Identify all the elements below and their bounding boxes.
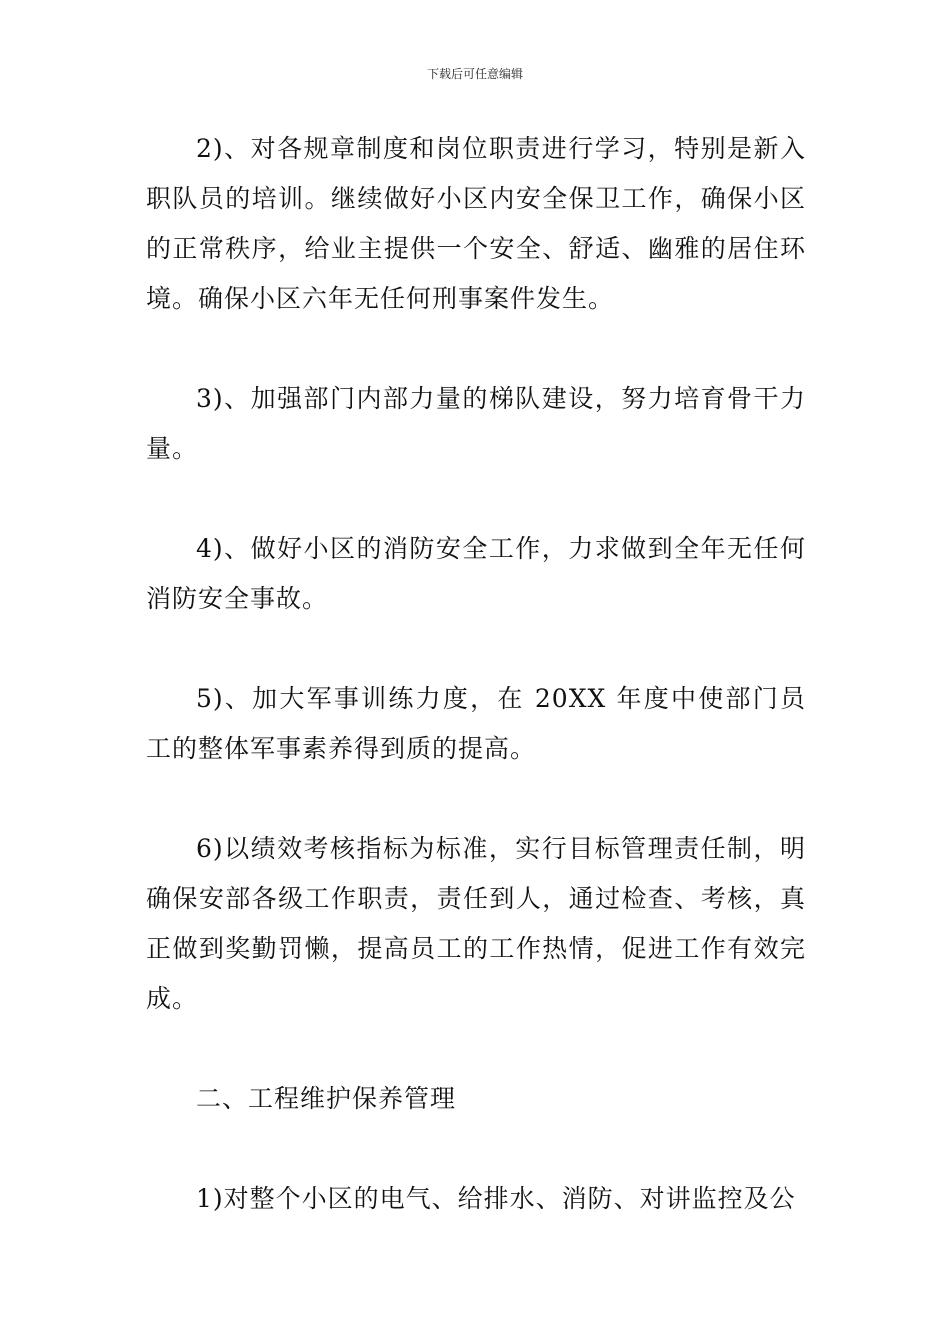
- paragraph-security-training: 2)、对各规章制度和岗位职责进行学习，特别是新入职队员的培训。继续做好小区内安全保卫工作，确保小区的正常秩序，给业主提供一个安全、舒适、幽雅的居住环境。确保小区六年无任何刑事案件发生。: [146, 134, 806, 313]
- paragraph-facility-maintenance: 1)对整个小区的电气、给排水、消防、对讲监控及公: [196, 1184, 796, 1213]
- paragraph-fire-safety: 4)、做好小区的消防安全工作，力求做到全年无任何消防安全事故。: [146, 534, 806, 613]
- paragraph-performance-assessment: 6)以绩效考核指标为标准，实行目标管理责任制，明确保安部各级工作职责，责任到人，通过检查、考核，真正做到奖勤罚懒，提高员工的工作热情，促进工作有效完成。: [146, 834, 806, 1013]
- page-header: 下载后可任意编辑: [426, 67, 523, 81]
- document-body: [146, 124, 806, 1274]
- section-heading-engineering-maintenance: 二、工程维护保养管理: [196, 1084, 457, 1113]
- paragraph-military-training: 5)、加大军事训练力度，在 20XX 年度中使部门员工的整体军事素养得到质的提高。: [146, 684, 806, 763]
- paragraph-team-building: 3)、加强部门内部力量的梯队建设，努力培育骨干力量。: [146, 384, 806, 463]
